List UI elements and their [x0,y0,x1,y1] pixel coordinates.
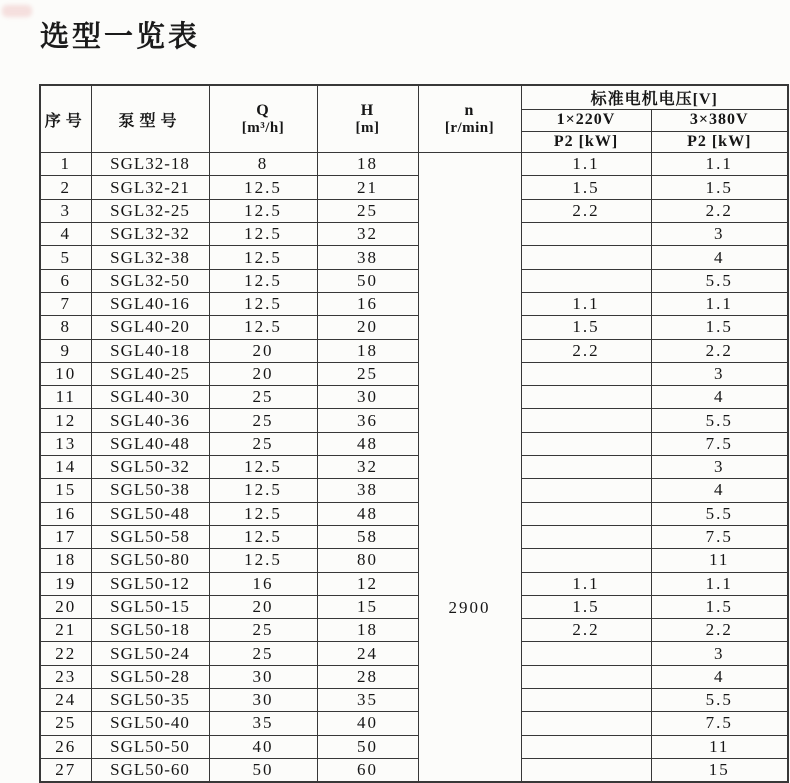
cell-p2-220v [521,712,651,735]
table-row [40,665,788,688]
cell-index: 11 [40,386,91,409]
cell-head: 35 [317,689,418,712]
cell-index: 12 [40,409,91,432]
cell-p2-220v [521,758,651,782]
cell-flow: 30 [209,689,317,712]
cell-index: 8 [40,316,91,339]
cell-head: 12 [317,572,418,595]
cell-p2-380v: 5.5 [651,269,788,292]
cell-p2-220v [521,223,651,246]
cell-flow: 25 [209,432,317,455]
cell-flow: 16 [209,572,317,595]
cell-index: 5 [40,246,91,269]
cell-model: SGL40-25 [91,362,209,385]
cell-model: SGL32-21 [91,176,209,199]
table-row [40,689,788,712]
cell-index: 27 [40,758,91,782]
cell-index: 24 [40,689,91,712]
cell-model: SGL32-38 [91,246,209,269]
cell-p2-220v: 1.5 [521,316,651,339]
cell-flow: 12.5 [209,199,317,222]
cell-p2-220v [521,479,651,502]
table-row [40,758,788,782]
cell-index: 9 [40,339,91,362]
table-row [40,549,788,572]
header-row-1 [40,85,788,110]
cell-p2-220v [521,246,651,269]
cell-head: 15 [317,595,418,618]
table-row [40,525,788,548]
cell-index: 23 [40,665,91,688]
cell-model: SGL50-48 [91,502,209,525]
cell-p2-380v: 7.5 [651,525,788,548]
cell-model: SGL32-50 [91,269,209,292]
table-row [40,409,788,432]
cell-p2-220v [521,735,651,758]
cell-p2-220v [521,432,651,455]
cell-p2-220v [521,689,651,712]
cell-head: 32 [317,223,418,246]
cell-p2-380v: 5.5 [651,409,788,432]
cell-flow: 20 [209,339,317,362]
cell-p2-380v: 15 [651,758,788,782]
cell-p2-380v: 7.5 [651,432,788,455]
cell-p2-380v: 1.5 [651,316,788,339]
cell-p2-220v [521,502,651,525]
page-title: 选型一览表 [40,21,201,53]
cell-head: 20 [317,316,418,339]
cell-index: 18 [40,549,91,572]
cell-p2-380v: 11 [651,549,788,572]
cell-p2-380v: 5.5 [651,689,788,712]
table-row [40,362,788,385]
cell-index: 17 [40,525,91,548]
cell-flow: 25 [209,409,317,432]
cell-head: 50 [317,269,418,292]
cell-model: SGL40-20 [91,316,209,339]
table-header [40,85,788,153]
cell-index: 6 [40,269,91,292]
cell-p2-220v [521,665,651,688]
col-header-220v: 1×220V [521,110,651,132]
cell-model: SGL50-80 [91,549,209,572]
cell-head: 25 [317,362,418,385]
table-row [40,339,788,362]
cell-model: SGL50-12 [91,572,209,595]
cell-model: SGL50-50 [91,735,209,758]
cell-model: SGL50-24 [91,642,209,665]
col-header-p2-380v: P2 [kW] [651,131,788,153]
cell-p2-380v: 1.1 [651,153,788,176]
cell-p2-220v [521,549,651,572]
flow-unit: [m³/h] [241,119,285,136]
col-header-speed [418,85,521,153]
cell-index: 26 [40,735,91,758]
cell-p2-220v [521,409,651,432]
cell-head: 24 [317,642,418,665]
cell-model: SGL40-16 [91,292,209,315]
cell-p2-380v: 11 [651,735,788,758]
cell-flow: 12.5 [209,292,317,315]
col-header-380v: 3×380V [651,110,788,132]
cell-model: SGL50-60 [91,758,209,782]
cell-model: SGL32-32 [91,223,209,246]
cell-head: 48 [317,432,418,455]
table-row [40,223,788,246]
cell-p2-380v: 4 [651,665,788,688]
cell-flow: 20 [209,362,317,385]
cell-flow: 12.5 [209,502,317,525]
col-header-flow [209,85,317,153]
cell-p2-220v: 1.5 [521,176,651,199]
cell-head: 80 [317,549,418,572]
cell-flow: 12.5 [209,269,317,292]
speed-unit: [r/min] [444,119,495,136]
cell-index: 10 [40,362,91,385]
cell-model: SGL32-18 [91,153,209,176]
cell-index: 14 [40,456,91,479]
cell-p2-380v: 3 [651,642,788,665]
cell-index: 16 [40,502,91,525]
cell-flow: 30 [209,665,317,688]
table-row [40,712,788,735]
cell-p2-380v: 2.2 [651,619,788,642]
col-header-index: 序号 [40,85,91,153]
cell-index: 25 [40,712,91,735]
table-row [40,269,788,292]
cell-index: 4 [40,223,91,246]
cell-p2-380v: 1.5 [651,176,788,199]
cell-flow: 12.5 [209,456,317,479]
cell-p2-220v [521,362,651,385]
cell-p2-220v [521,642,651,665]
cell-model: SGL50-38 [91,479,209,502]
table-row [40,456,788,479]
cell-p2-380v: 3 [651,456,788,479]
cell-model: SGL50-40 [91,712,209,735]
table-row [40,735,788,758]
cell-speed-merged [418,153,521,783]
cell-flow: 12.5 [209,176,317,199]
head-symbol: H [360,101,375,119]
col-header-voltage-group: 标准电机电压[V] [521,85,788,110]
cell-p2-380v: 3 [651,362,788,385]
cell-head: 28 [317,665,418,688]
table-row [40,642,788,665]
cell-head: 58 [317,525,418,548]
cell-model: SGL40-36 [91,409,209,432]
table-row [40,153,788,176]
cell-p2-220v: 2.2 [521,199,651,222]
cell-head: 18 [317,619,418,642]
cell-head: 25 [317,199,418,222]
table-row [40,199,788,222]
table-row [40,479,788,502]
cell-flow: 25 [209,642,317,665]
cell-model: SGL50-32 [91,456,209,479]
cell-flow: 25 [209,386,317,409]
cell-p2-220v: 2.2 [521,339,651,362]
cell-p2-220v [521,525,651,548]
cell-p2-220v [521,269,651,292]
cell-index: 15 [40,479,91,502]
cell-head: 38 [317,479,418,502]
cell-index: 22 [40,642,91,665]
head-unit: [m] [355,119,380,136]
table-row [40,292,788,315]
cell-head: 32 [317,456,418,479]
table-row [40,619,788,642]
col-header-p2-220v: P2 [kW] [521,131,651,153]
cell-index: 19 [40,572,91,595]
cell-flow: 35 [209,712,317,735]
cell-head: 60 [317,758,418,782]
cell-model: SGL50-28 [91,665,209,688]
cell-index: 21 [40,619,91,642]
cell-head: 48 [317,502,418,525]
cell-index: 1 [40,153,91,176]
watermark-smudge [2,5,32,17]
cell-p2-220v: 1.5 [521,595,651,618]
cell-model: SGL32-25 [91,199,209,222]
cell-p2-380v: 1.5 [651,595,788,618]
cell-p2-220v [521,456,651,479]
cell-head: 21 [317,176,418,199]
cell-model: SGL50-18 [91,619,209,642]
cell-head: 40 [317,712,418,735]
cell-p2-380v: 5.5 [651,502,788,525]
cell-head: 18 [317,153,418,176]
cell-p2-380v: 2.2 [651,339,788,362]
cell-index: 7 [40,292,91,315]
col-header-model: 泵型号 [91,85,209,153]
table-row [40,316,788,339]
cell-model: SGL50-35 [91,689,209,712]
speed-value: 2900 [448,597,491,617]
cell-model: SGL40-18 [91,339,209,362]
cell-index: 3 [40,199,91,222]
cell-p2-380v: 4 [651,246,788,269]
cell-flow: 40 [209,735,317,758]
cell-flow: 12.5 [209,525,317,548]
cell-model: SGL50-15 [91,595,209,618]
cell-head: 36 [317,409,418,432]
cell-p2-220v: 1.1 [521,572,651,595]
table-row [40,595,788,618]
table-row [40,176,788,199]
cell-model: SGL50-58 [91,525,209,548]
table-row [40,246,788,269]
col-header-head [317,85,418,153]
cell-p2-220v [521,386,651,409]
cell-flow: 50 [209,758,317,782]
cell-p2-380v: 7.5 [651,712,788,735]
cell-p2-380v: 2.2 [651,199,788,222]
cell-flow: 12.5 [209,479,317,502]
cell-p2-380v: 3 [651,223,788,246]
cell-head: 18 [317,339,418,362]
cell-p2-220v: 1.1 [521,153,651,176]
table-row [40,432,788,455]
flow-symbol: Q [256,101,270,119]
cell-p2-380v: 1.1 [651,292,788,315]
cell-head: 38 [317,246,418,269]
cell-flow: 12.5 [209,223,317,246]
cell-p2-380v: 4 [651,479,788,502]
table-row [40,572,788,595]
cell-model: SGL40-48 [91,432,209,455]
cell-flow: 12.5 [209,246,317,269]
cell-index: 2 [40,176,91,199]
cell-index: 20 [40,595,91,618]
table-row [40,502,788,525]
cell-head: 30 [317,386,418,409]
cell-flow: 8 [209,153,317,176]
speed-symbol: n [464,101,475,119]
cell-flow: 25 [209,619,317,642]
table-row [40,386,788,409]
pump-selection-table [39,84,789,783]
cell-flow: 20 [209,595,317,618]
cell-p2-380v: 1.1 [651,572,788,595]
cell-p2-380v: 4 [651,386,788,409]
table-body [40,153,788,783]
cell-head: 16 [317,292,418,315]
cell-flow: 12.5 [209,549,317,572]
cell-flow: 12.5 [209,316,317,339]
cell-p2-220v: 1.1 [521,292,651,315]
cell-head: 50 [317,735,418,758]
cell-index: 13 [40,432,91,455]
cell-p2-220v: 2.2 [521,619,651,642]
cell-model: SGL40-30 [91,386,209,409]
